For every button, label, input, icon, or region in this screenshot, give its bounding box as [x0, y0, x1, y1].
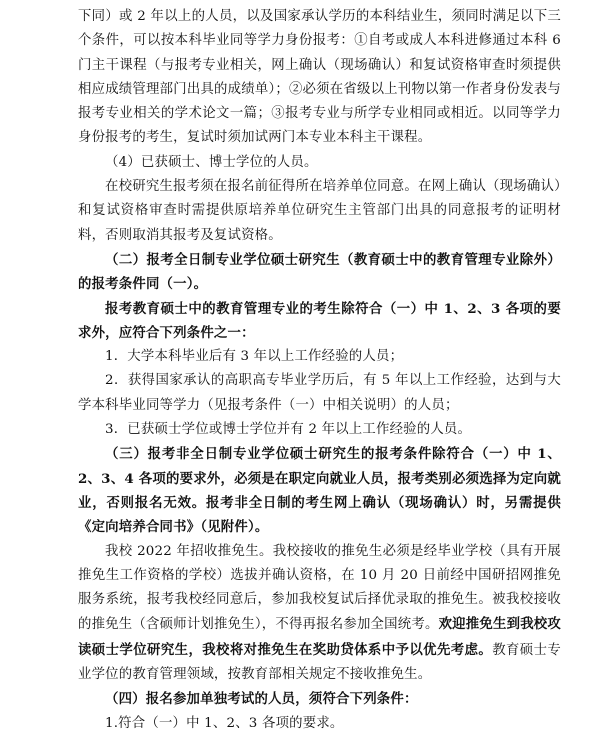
paragraph-current-grad-students: 在校研究生报考须在报名前征得所在培养单位同意。在网上确认（现场确认）和复试资格审查时需提供原培养单位研究生主管部门出具的同意报考的证明材料，否则取消其报考及复试资格。 [78, 179, 561, 243]
section-heading-3: （三）报考非全日制专业学位硕士研究生的报考条件除符合（一）中 1、2、3、4 各项的要求外，必须是在职定向就业人员，报考类别必须选择为定向就业，否则报名无效。报考非全日制的考生网上确认（现场确认）时，另需提供《定向培养合同书》（见附件）。 [78, 446, 561, 536]
list-item-single-exam-1: 1.符合（一）中 1、2、3 各项的要求。 [105, 715, 344, 731]
paragraph-education-management: 报考教育硕士中的教育管理专业的考生除符合（一）中 1、2、3 各项的要求外，应符合下列条件之一： [78, 300, 561, 341]
paragraph-recommended-students [78, 540, 561, 688]
recommended-tail-text: 教育硕士专业学位的教育管理领域，按教育部相关规定不接收推免生。 [78, 642, 562, 683]
section-heading-2: （二）报考全日制专业学位硕士研究生（教育硕士中的教育管理专业除外）的报考条件同（一）。 [78, 251, 561, 293]
section-heading-4: （四）报名参加单独考试的人员，须符合下列条件： [105, 691, 418, 708]
paragraph-equivalent-qualification: 下同）或 2 年以上的人员，以及国家承认学历的本科结业生，须同时满足以下三个条件，可以按本科毕业同等学力身份报考：①自考或成人本科进修通过本科 6 门主干课程（与报考专业相关，网上确认（现场确认）和复试资格审查时须提供相应成绩管理部门出具的成绩单）；②必须在省级以上刊物以第一作者身份发表与报考专业相关的学术论文一篇；③报考专业与所学专业相同或相近。以同等学力身份报考的考生，复试时须加试两门本专业本科主干课程。 [78, 9, 561, 146]
recommended-text: 我校 2022 年招收推免生。我校接收的推免生必须是经毕业学校（具有开展推免生工作资格的学校）选拔并确认资格，在 10 月 20 日前经中国研招网推免服务系统，报考我校经同意后，参加我校复试后择优录取的推免生。被我校接收的推免生（含硕师计划推免生），不得再报名参加全国统考。 [78, 543, 561, 633]
list-item-2: 2．获得国家承认的高职高专毕业学历后，有 5 年以上工作经验，达到与大学本科毕业同等学力（见报考条件（一）中相关说明）的人员； [78, 373, 561, 413]
list-item-1: 1．大学本科毕业后有 3 年以上工作经验的人员； [105, 349, 404, 365]
recommended-bold-text: 欢迎推免生到我校攻读硕士学位研究生，我校将对推免生在奖助贷体系中予以优先考虑。 [78, 616, 561, 658]
paragraph-degree-holders: （4）已获硕士、博士学位的人员。 [105, 154, 318, 170]
list-item-3: 3．已获硕士学位或博士学位并有 2 年以上工作经验的人员。 [105, 422, 472, 438]
